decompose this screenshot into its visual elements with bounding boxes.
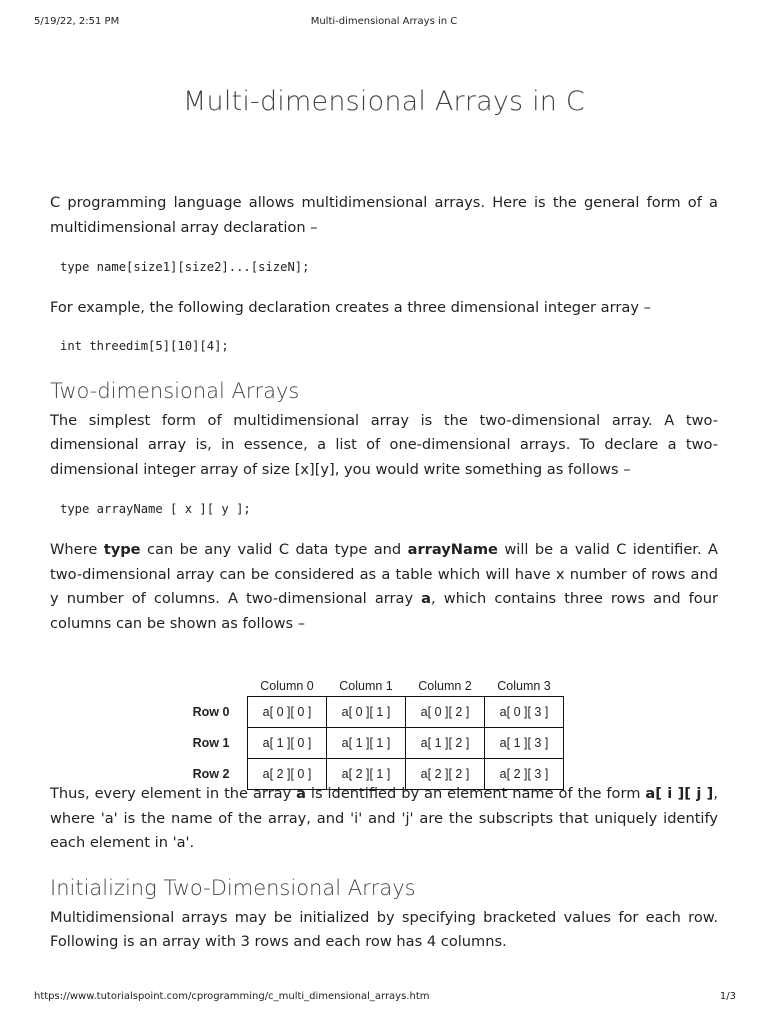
intro-paragraph: C programming language allows multidimensional arrays. Here is the general form of a multidimensional array declaration – <box>50 194 718 236</box>
column-header: Column 2 <box>418 679 472 693</box>
array-cell: a[ 1 ][ 0 ] <box>248 728 327 759</box>
row-label: Row 2 <box>192 767 230 781</box>
print-url: https://www.tutorialspoint.com/cprogramming/c_multi_dimensional_arrays.htm <box>34 991 430 1002</box>
array-cell: a[ 2 ][ 0 ] <box>248 759 327 790</box>
array-cell: a[ 1 ][ 3 ] <box>485 728 564 759</box>
array-cell: a[ 2 ][ 3 ] <box>485 759 564 790</box>
array-cell: a[ 0 ][ 0 ] <box>248 697 327 728</box>
array-cell: a[ 0 ][ 3 ] <box>485 697 564 728</box>
print-page-number: 1/3 <box>719 991 736 1002</box>
column-header: Column 0 <box>260 679 314 693</box>
thus-paragraph: Thus, every element in the array a is identified by an element name of the form a[ i ][ j ], where 'a' is the name of the array, and 'i' and 'j' are the subscripts that uniquely identify each element in 'a'. <box>50 785 718 851</box>
keyword-aij: a[ i ][ j ] <box>645 785 714 802</box>
code-general-form: type name[size1][size2]...[sizeN]; <box>60 260 310 274</box>
array-cell: a[ 2 ][ 2 ] <box>406 759 485 790</box>
column-header: Column 1 <box>339 679 393 693</box>
column-header: Column 3 <box>497 679 551 693</box>
print-datetime: 5/19/22, 2:51 PM <box>34 16 120 27</box>
row-label: Row 0 <box>192 705 230 719</box>
heading-two-dimensional: Two-dimensional Arrays <box>50 378 300 403</box>
two-dim-paragraph: The simplest form of multidimensional array is the two-dimensional array. A two-dimensional array is, in essence, a list of one-dimensional arrays. To declare a two-dimensional integer array of size [x][y], you would write something as follows – <box>50 411 718 478</box>
keyword-type: type <box>103 541 141 558</box>
where-paragraph: Where type can be any valid C data type and arrayName will be a valid C identifier. A two-dimensional array can be considered as a table which will have x number of rows and y number of columns. A two-dimensional array a, which contains three rows and four columns can be shown as follows – <box>50 541 718 632</box>
array-cell: a[ 0 ][ 2 ] <box>406 697 485 728</box>
array-cell: a[ 2 ][ 1 ] <box>327 759 406 790</box>
print-doc-title: Multi-dimensional Arrays in C <box>310 16 458 27</box>
heading-initializing: Initializing Two-Dimensional Arrays <box>50 875 416 900</box>
code-threedim: int threedim[5][10][4]; <box>60 338 229 353</box>
page-title: Multi-dimensional Arrays in C <box>183 86 585 117</box>
keyword-arrayname: arrayName <box>407 541 498 558</box>
article-content <box>50 86 718 955</box>
array-diagram <box>175 676 564 790</box>
code-arrayname: type arrayName [ x ][ y ]; <box>60 502 251 516</box>
keyword-a-thus: a <box>296 785 306 802</box>
array-cell: a[ 1 ][ 2 ] <box>406 728 485 759</box>
row-label: Row 1 <box>192 736 230 750</box>
array-table <box>175 676 564 790</box>
table-row <box>175 759 564 790</box>
example-paragraph: For example, the following declaration creates a three dimensional integer array – <box>50 299 651 316</box>
initializing-paragraph: Multidimensional arrays may be initialized by specifying bracketed values for each row. Following is an array with 3 rows and each row has 4 columns. <box>50 908 718 950</box>
table-row <box>175 697 564 728</box>
array-cell: a[ 0 ][ 1 ] <box>327 697 406 728</box>
array-cell: a[ 1 ][ 1 ] <box>327 728 406 759</box>
table-row <box>175 728 564 759</box>
keyword-a: a <box>421 590 432 607</box>
